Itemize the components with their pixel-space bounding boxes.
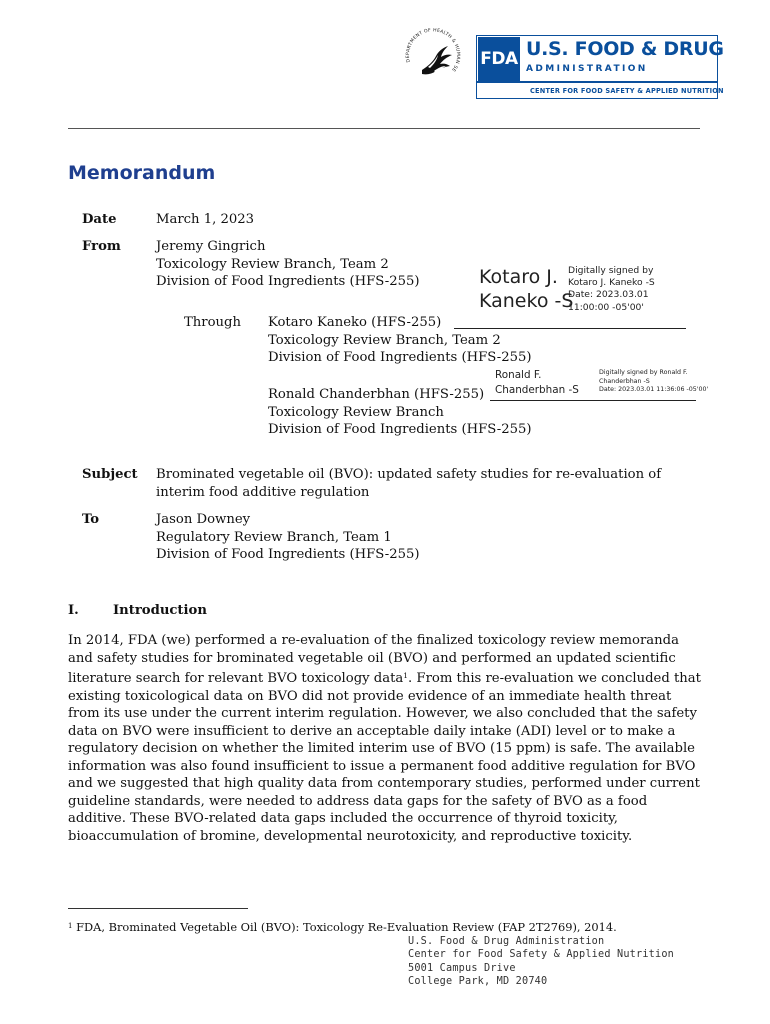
footnote-divider [68,908,248,909]
section-number: I. [68,603,79,618]
fda-logo-divider [476,81,718,83]
to-block [156,511,420,564]
kaneko-note-line: Digitally signed by [568,265,654,276]
footnote [68,918,617,937]
intro-text-part2: . From this re-evaluation we concluded that existing toxicological data on BVO did not provide evidence of an immediate health threat from its use under the current interim regulation. However, we also concluded that the safety data on BVO were insufficient to derive an acceptable daily intake (ADI) level or to make a regulatory decision on whether the limited interim use of BVO (15 ppm) is safe. The available information was also found insufficient to issue a permanent food additive regulation for BVO and we suggested that high quality data from contemporary studies, performed under current guideline standards, were needed to address data gaps for the safety of BVO as a food additive. These BVO-related data gaps included the occurrence of thyroid toxicity, bioaccumulation of bromine, developmental neurotoxicity, and reproductive toxicity. [68,671,701,845]
kaneko-signature-line [454,328,686,329]
footnote-reference[interactable]: 1 [403,671,409,681]
through-chanderbhan-block [268,386,532,439]
subject-line: interim food additive regulation [156,484,370,500]
through-kaneko-branch: Toxicology Review Branch, Team 2 [268,332,501,348]
fda-administration: ADMINISTRATION [526,64,648,74]
kaneko-signature [479,265,573,313]
chanderbhan-note-line: Date: 2023.03.01 11:36:06 -05'00' [599,386,709,394]
kaneko-signature-line2: Kaneko -S [479,290,574,312]
address-line: Center for Food Safety & Applied Nutrition [408,949,675,961]
address-line: 5001 Campus Drive [408,962,516,974]
header-rule [68,128,700,129]
section-title: Introduction [113,603,207,618]
subject-block [156,466,661,501]
address-line: U.S. Food & Drug Administration [408,936,605,947]
date-value: March 1, 2023 [156,212,255,227]
kaneko-note-line: 11:00:00 -05'00' [568,301,644,313]
subject-line: Brominated vegetable oil (BVO): updated safety studies for re-evaluation of [156,467,662,482]
chanderbhan-signature-note [599,369,708,395]
date-label: Date [82,212,117,227]
chanderbhan-signature-line2: Chanderbhan -S [495,384,579,396]
subject-label: Subject [82,467,138,482]
to-branch: Regulatory Review Branch, Team 1 [156,529,392,545]
chanderbhan-signature-line [490,400,696,401]
kaneko-note-line: Kotaro J. Kaneko -S [568,277,655,289]
intro-text-part1: In 2014, FDA (we) performed a re-evaluation of the finalized toxicology review memoranda and safety studies for brominated vegetable oil (BVO) and performed an updated scientific literature search for relevant BVO toxicology data [68,633,679,687]
fda-mark: FDA [478,37,520,81]
chanderbhan-signature-line1: Ronald F. [495,369,542,381]
to-label: To [82,512,100,527]
fda-center-name: CENTER FOR FOOD SAFETY & APPLIED NUTRITION [530,87,724,95]
kaneko-signature-line1: Kotaro J. [479,266,558,288]
through-chanderbhan-name: Ronald Chanderbhan (HFS-255) [268,387,485,402]
from-block [156,238,420,291]
address-line: College Park, MD 20740 [408,976,548,988]
from-label: From [82,239,121,254]
through-kaneko-division: Division of Food Ingredients (HFS-255) [268,350,532,365]
fda-address [408,935,674,989]
through-kaneko-name: Kotaro Kaneko (HFS-255) [268,315,442,330]
hhs-seal-logo [400,22,466,88]
footnote-text: FDA, Brominated Vegetable Oil (BVO): Toxicology Re-Evaluation Review (FAP 2T2769), 2014. [72,920,617,934]
through-label: Through [184,315,241,330]
kaneko-signature-note [568,265,655,314]
from-name: Jeremy Gingrich [156,239,266,254]
kaneko-note-line: Date: 2023.03.01 [568,289,649,301]
fda-name: U.S. FOOD & DRUG [526,38,724,60]
footnote-number: 1 [68,922,73,930]
from-division: Division of Food Ingredients (HFS-255) [156,274,420,289]
chanderbhan-note-line: Digitally signed by Ronald F. [599,369,688,376]
through-chanderbhan-division: Division of Food Ingredients (HFS-255) [268,422,532,437]
from-branch: Toxicology Review Branch, Team 2 [156,256,389,272]
through-kaneko-block [268,314,532,367]
chanderbhan-note-line: Chanderbhan -S [599,377,650,385]
to-division: Division of Food Ingredients (HFS-255) [156,547,420,562]
to-name: Jason Downey [156,512,251,527]
seal-text: DEPARTMENT OF HEALTH & HUMAN SE [405,28,461,73]
memo-title: Memorandum [68,162,216,184]
introduction-paragraph [68,632,704,846]
through-chanderbhan-branch: Toxicology Review Branch [268,404,444,420]
